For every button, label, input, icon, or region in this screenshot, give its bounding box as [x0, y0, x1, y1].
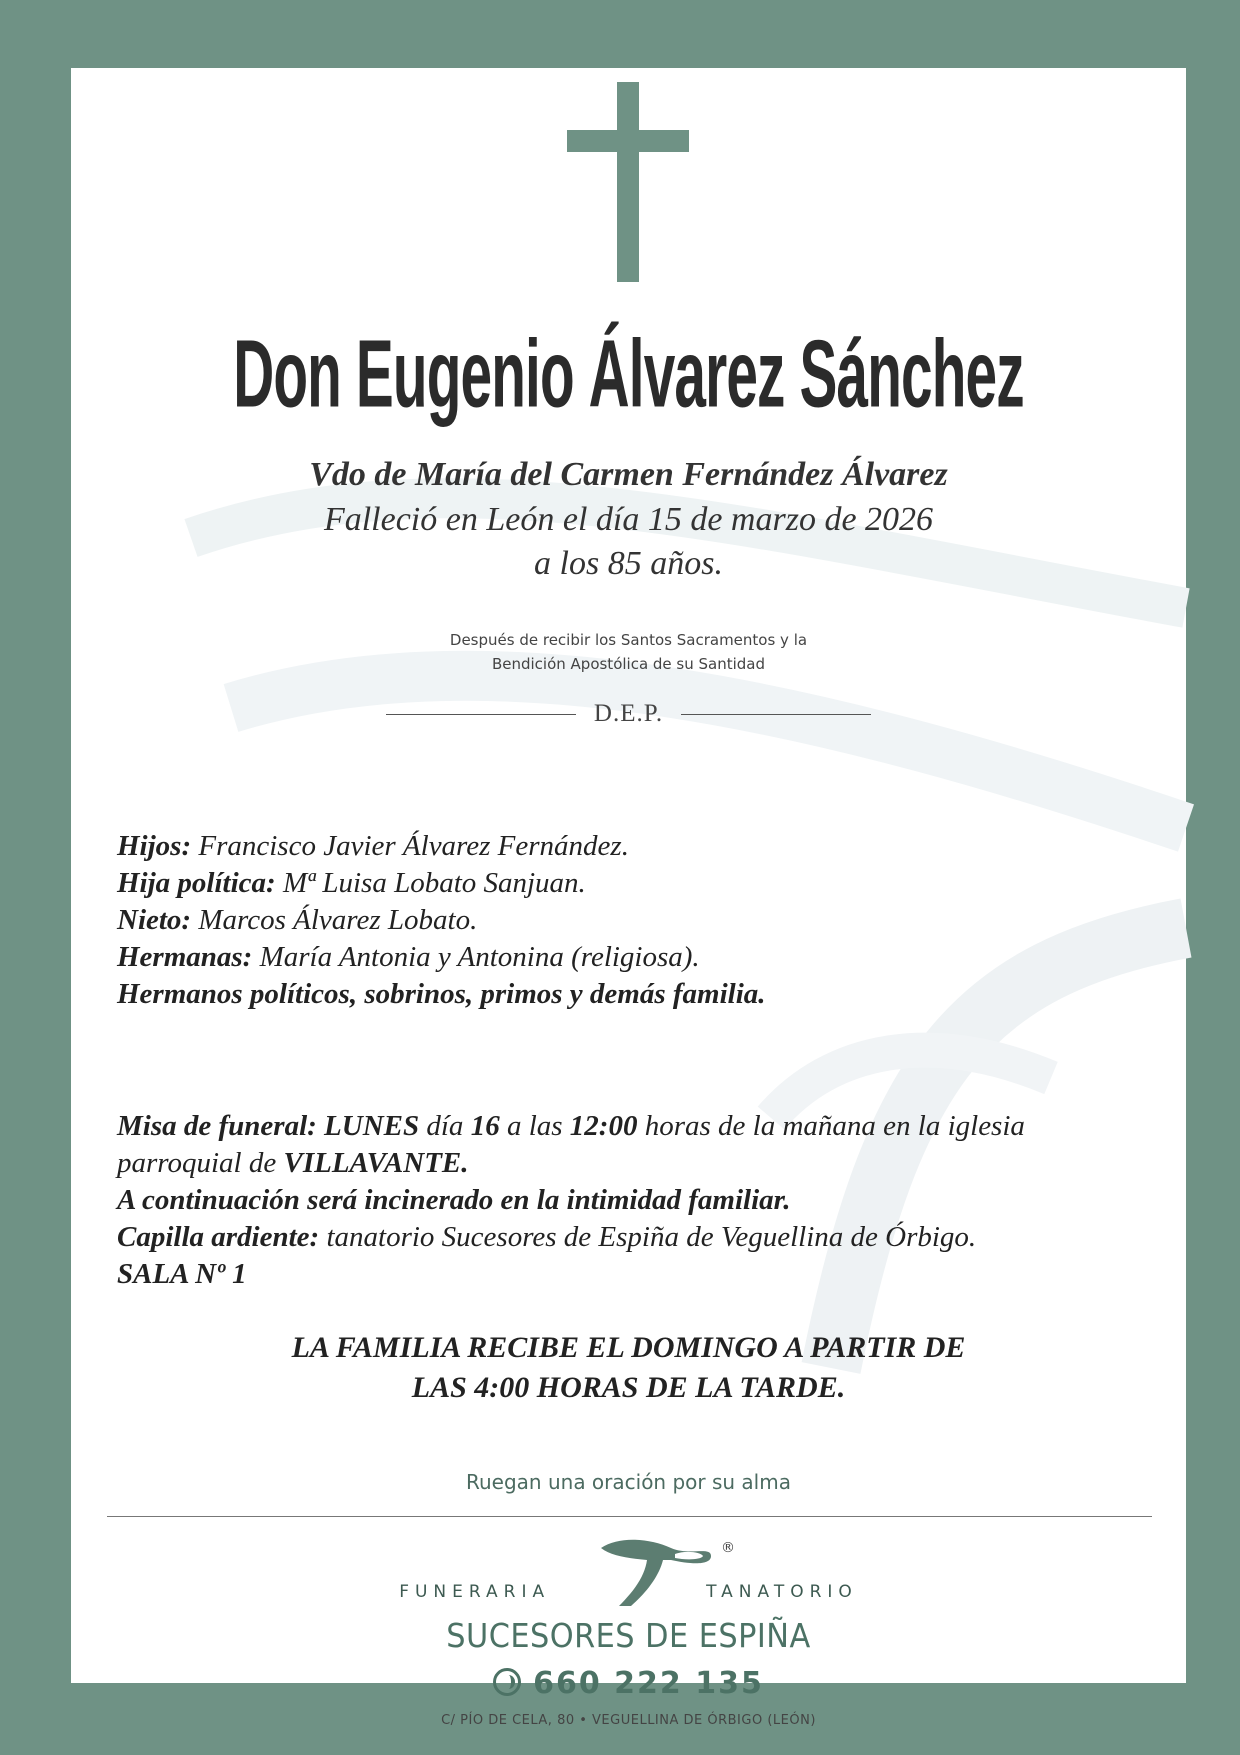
registered-mark: ®	[721, 1540, 735, 1556]
service-details	[117, 1108, 1167, 1293]
footer-divider	[107, 1516, 1152, 1517]
tanatorio-label: TANATORIO	[706, 1582, 858, 1602]
room-line: SALA Nº 1	[117, 1258, 247, 1290]
obituary-page	[71, 68, 1186, 1728]
funeraria-label: FUNERARIA	[399, 1582, 551, 1602]
sacraments-text	[71, 628, 1186, 676]
address: C/ PÍO DE CELA, 80 • VEGUELLINA DE ÓRBIGO (LEÓN)	[441, 1713, 816, 1728]
sacraments-line-1: Después de recibir los Santos Sacramentos y la	[449, 631, 808, 649]
reception-line-2: LAS 4:00 HORAS DE LA TARDE.	[411, 1371, 846, 1404]
cross-icon	[71, 82, 1186, 282]
brand-name: SUCESORES DE ESPIÑA	[446, 1616, 811, 1655]
widowed-line: Vdo de María del Carmen Fernández Álvarez	[309, 456, 948, 493]
mass-line: Misa de funeral: LUNES día 16 a las 12:00 horas de la mañana en la iglesia	[117, 1110, 1025, 1142]
reception-line-1: LA FAMILIA RECIBE EL DOMINGO A PARTIR DE	[291, 1331, 966, 1364]
cremation-line: A continuación será incinerado en la intimidad familiar.	[117, 1184, 791, 1216]
family-daughter-in-law: Hija política: Mª Luisa Lobato Sanjuan.	[117, 867, 586, 899]
age-line: a los 85 años.	[534, 545, 723, 582]
intro-block	[71, 452, 1186, 586]
family-list	[117, 828, 1157, 1013]
phone-number	[71, 1666, 1186, 1701]
mass-place-line: parroquial de VILLAVANTE.	[117, 1147, 469, 1179]
family-others: Hermanos políticos, sobrinos, primos y demás familia.	[117, 978, 766, 1010]
divider-rule-left	[386, 714, 576, 715]
deceased-name: Don Eugenio Álvarez Sánchez	[233, 319, 1024, 427]
divider-rule-right	[681, 714, 871, 715]
prayer-text: Ruegan una oración por su alma	[466, 1470, 791, 1494]
phone-icon	[493, 1668, 521, 1696]
logo-words	[71, 1582, 1186, 1602]
family-grandson: Nieto: Marcos Álvarez Lobato.	[117, 904, 478, 936]
family-sisters: Hermanas: María Antonia y Antonina (religiosa).	[117, 941, 700, 973]
family-children: Hijos: Francisco Javier Álvarez Fernández.	[117, 830, 629, 862]
chapel-line: Capilla ardiente: tanatorio Sucesores de Espiña de Veguellina de Órbigo.	[117, 1221, 977, 1253]
death-line: Falleció en León el día 15 de marzo de 2026	[323, 501, 934, 538]
reception-notice	[71, 1328, 1186, 1408]
dep-text: D.E.P.	[593, 700, 664, 727]
sacraments-line-2: Bendición Apostólica de su Santidad	[491, 655, 766, 673]
phone-text: 660 222 135	[533, 1666, 764, 1701]
dep-divider	[71, 700, 1186, 728]
